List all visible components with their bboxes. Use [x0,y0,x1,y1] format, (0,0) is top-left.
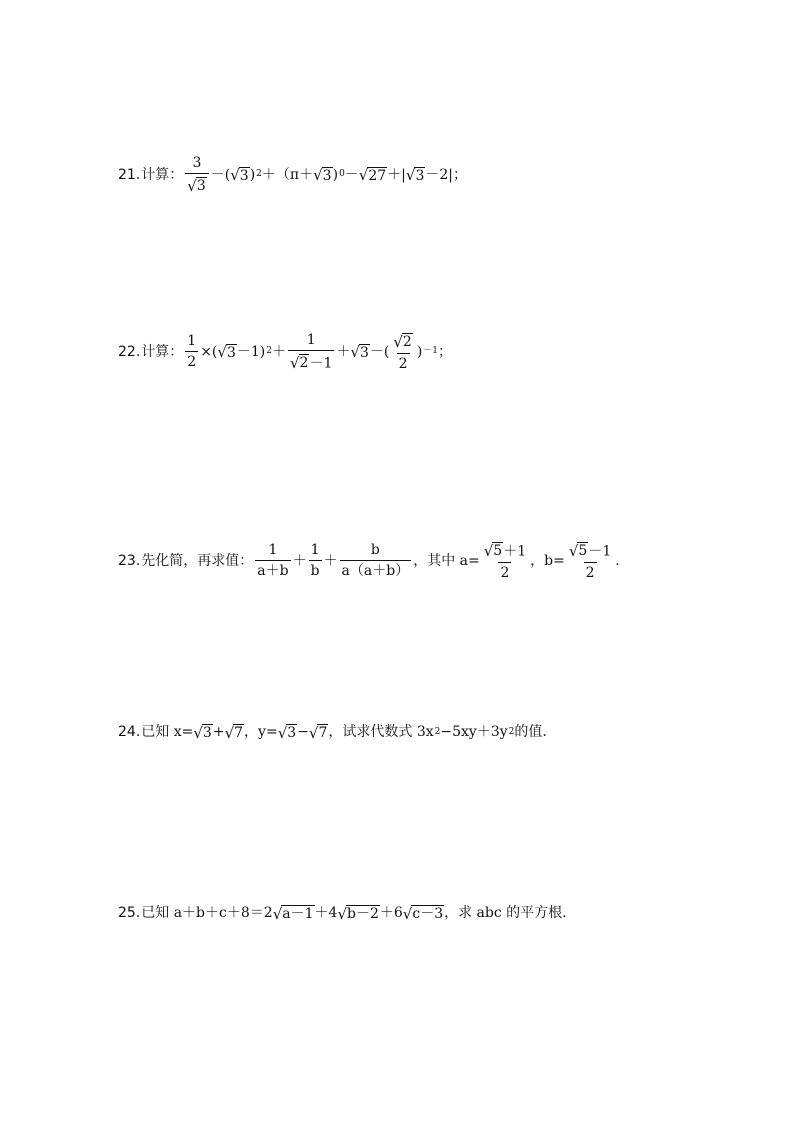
text: ) [332,166,339,183]
sqrt [217,344,236,361]
numerator [567,542,613,562]
radical-sign: √ [402,904,413,923]
denominator: a（a＋b） [340,560,412,578]
sqrt [278,724,297,741]
text: ＋ [271,343,286,360]
radicand: c－3 [412,906,444,922]
exponent: 2 [256,169,262,180]
problem-number: 24. [118,724,141,741]
sqrt [290,354,309,371]
radicand: 3 [239,167,249,184]
text: ； [438,343,453,360]
problem-24 [118,724,547,741]
radical-sign: √ [358,166,369,185]
fraction [482,542,528,580]
radicand: 3 [415,167,425,184]
denominator [288,350,334,371]
numerator: 1 [187,333,197,350]
text: ＋ [336,343,351,360]
denominator: b [309,560,322,578]
text: ＋| [387,166,406,183]
fraction [340,543,412,578]
text: ，试求代数式 3x [328,724,434,741]
fraction [309,543,322,578]
sqrt [230,167,249,184]
problem-lead: 先化简，再求值： [141,552,254,569]
sqrt [273,905,315,922]
text: －1 [588,543,612,560]
text: －1) [236,343,266,360]
radicand: 3 [196,178,206,194]
problem-22 [118,333,452,371]
radical-sign: √ [337,904,347,923]
text: ，b= [530,552,565,569]
text: ×( [200,343,218,360]
sqrt [569,542,588,559]
text: ) [416,343,423,360]
sqrt [313,167,332,184]
radicand: 3 [322,167,332,184]
sqrt [406,167,425,184]
denominator: 2 [584,562,597,580]
text: ，其中 a= [413,552,480,569]
fraction [288,333,334,371]
text: − [297,724,309,741]
radical-sign: √ [230,166,240,185]
sqrt [225,724,244,741]
text: －( [369,343,390,360]
problem-25 [118,905,567,922]
sqrt [309,724,328,741]
exponent: 0 [339,169,345,180]
problem-lead: 已知 a＋b＋c＋8＝2 [141,905,273,922]
denominator: a＋b [255,560,290,578]
denominator: 2 [498,562,511,580]
text: －( [210,166,231,183]
radicand: 3 [202,725,212,741]
numerator: 1 [306,332,316,348]
radical-sign: √ [483,541,494,560]
sqrt [403,905,444,922]
radicand: 5 [493,543,503,559]
problem-number: 22. [118,343,141,360]
text: － [344,166,359,183]
text: + [212,724,225,741]
exponent: 2 [434,726,441,737]
radical-sign: √ [313,166,323,185]
numerator: 1 [268,542,278,559]
fraction [255,543,290,578]
numerator: b [370,542,380,559]
fraction [567,542,613,580]
text: . [615,552,620,569]
fraction [185,334,198,369]
sqrt [350,344,369,361]
radical-sign: √ [289,353,300,372]
exponent: 2 [508,726,515,737]
sqrt [193,724,212,741]
sqrt [484,542,503,559]
numerator: 3 [192,155,202,171]
radicand: 3 [359,344,369,361]
radicand: 27 [368,167,387,184]
radical-sign: √ [272,904,283,923]
problem-number: 23. [118,552,141,569]
sqrt [187,177,206,194]
radicand: a－1 [282,906,314,922]
radicand: 5 [578,543,588,559]
problem-lead: 已知 x= [141,724,194,741]
text: ，求 abc 的平方根. [444,905,567,922]
text: ，y= [244,724,278,741]
sqrt [393,333,412,350]
numerator: 1 [310,542,320,559]
radical-sign: √ [308,723,319,742]
problem-number: 25. [118,905,141,922]
denominator: 2 [397,353,410,371]
radical-sign: √ [217,343,227,362]
text: ＋（π＋ [261,166,314,183]
radical-sign: √ [187,176,197,195]
text: −5xy＋3y [440,724,508,741]
exponent: －1 [423,346,439,357]
radical-sign: √ [405,166,416,185]
radicand: 7 [318,725,328,741]
problem-number: 21. [118,166,141,183]
text: ) [249,166,256,183]
text: －2|； [425,166,468,183]
radical-sign: √ [224,723,235,742]
radicand: 2 [299,355,309,371]
radicand: 3 [226,344,236,361]
problem-lead: 计算： [141,343,184,360]
numerator [391,333,414,353]
radicand: 3 [287,725,297,741]
text: ＋6 [379,905,403,922]
radical-sign: √ [393,332,403,351]
text: 的值. [514,724,547,741]
denominator [185,173,208,194]
radical-sign: √ [350,343,360,362]
denominator: 2 [185,351,198,369]
sqrt [337,905,379,922]
numerator [482,542,528,562]
text: ＋ [323,552,338,569]
text: ＋ [292,552,307,569]
radical-sign: √ [277,723,288,742]
radicand: 2 [402,334,412,350]
problem-23 [118,542,620,580]
fraction [391,333,414,371]
problem-21 [118,156,467,194]
radical-sign: √ [193,723,203,742]
radicand: 7 [234,725,244,741]
radical-sign: √ [568,541,579,560]
fraction [185,156,208,194]
text: ＋1 [503,543,527,560]
exponent: 2 [266,346,272,357]
sqrt [359,167,387,184]
problem-lead: 计算： [141,166,184,183]
text: ＋4 [314,905,338,922]
radicand: b－2 [347,906,379,922]
text: －1 [309,355,333,372]
